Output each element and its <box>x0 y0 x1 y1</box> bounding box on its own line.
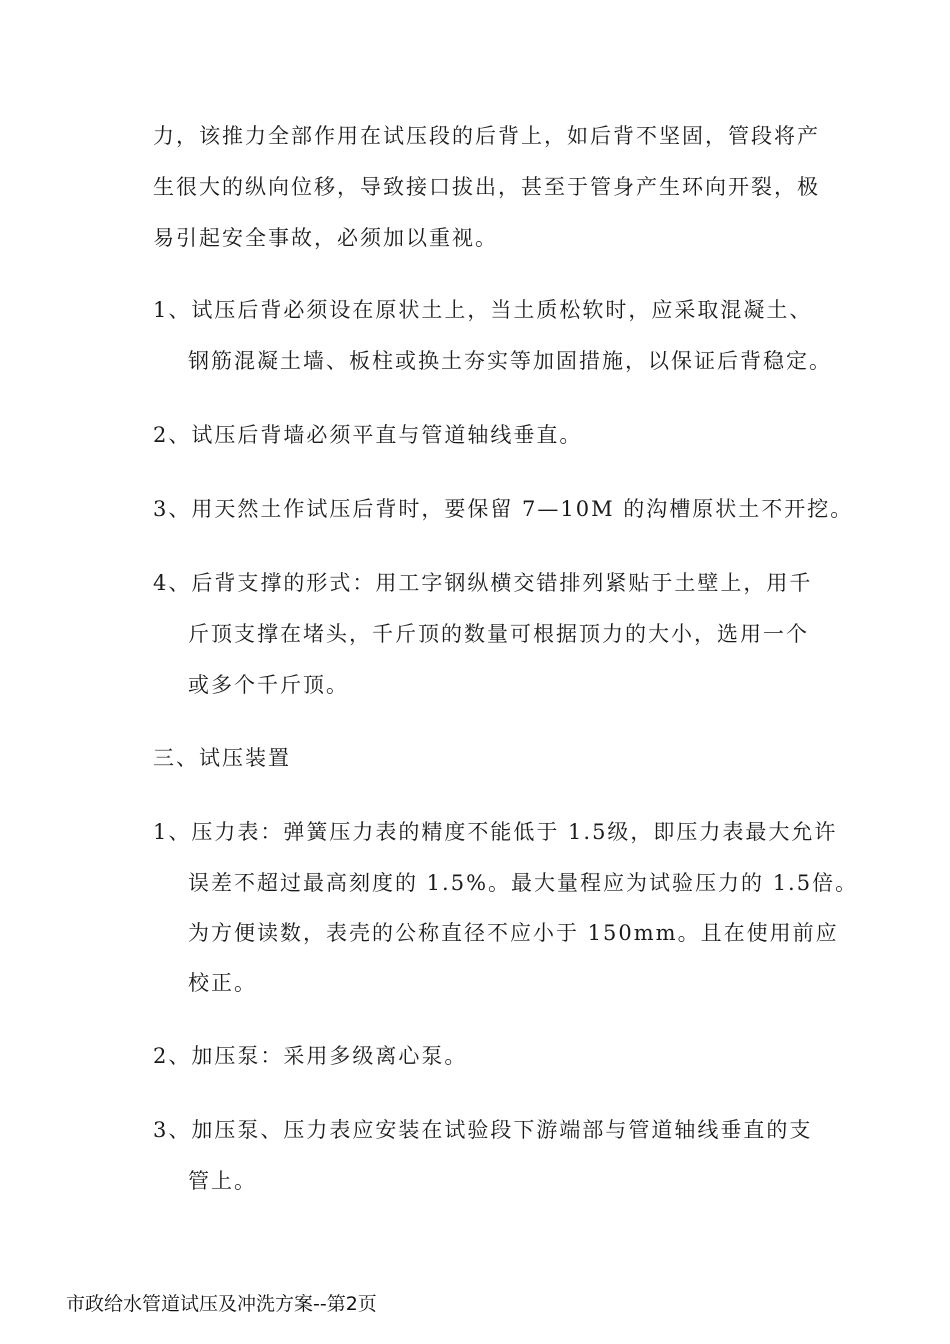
list-item-line: 或多个千斤顶。 <box>188 673 349 697</box>
paragraph-line: 力，该推力全部作用在试压段的后背上，如后背不坚固，管段将产 <box>153 124 820 148</box>
list-item-line: 3、用天然土作试压后背时，要保留 7—10M 的沟槽原状土不开挖。 <box>153 497 854 521</box>
list-item-line: 2、加压泵：采用多级离心泵。 <box>153 1044 468 1068</box>
list-item-line: 2、试压后背墙必须平直与管道轴线垂直。 <box>153 423 583 447</box>
list-item-line: 钢筋混凝土墙、板柱或换土夯实等加固措施，以保证后背稳定。 <box>188 349 832 373</box>
list-item-line: 4、后背支撑的形式：用工字钢纵横交错排列紧贴于土壁上，用千 <box>153 571 813 595</box>
section-heading: 三、试压装置 <box>153 746 291 770</box>
list-item-line: 校正。 <box>188 971 257 995</box>
list-item-line: 1、压力表：弹簧压力表的精度不能低于 1.5级，即压力表最大允许 <box>153 820 838 844</box>
paragraph-line: 易引起安全事故，必须加以重视。 <box>153 226 498 250</box>
list-item-line: 管上。 <box>188 1169 257 1193</box>
paragraph-line: 生很大的纵向位移，导致接口拔出，甚至于管身产生环向开裂，极 <box>153 175 820 199</box>
page-footer: 市政给水管道试压及冲洗方案--第2页 <box>66 1293 377 1315</box>
list-item-line: 3、加压泵、压力表应安装在试验段下游端部与管道轴线垂直的支 <box>153 1118 813 1142</box>
list-item-line: 为方便读数，表壳的公称直径不应小于 150mm。且在使用前应 <box>188 921 839 945</box>
list-item-line: 误差不超过最高刻度的 1.5%。最大量程应为试验压力的 1.5倍。 <box>188 871 859 895</box>
list-item-line: 斤顶支撑在堵头，千斤顶的数量可根据顶力的大小，选用一个 <box>188 622 809 646</box>
list-item-line: 1、试压后背必须设在原状土上，当土质松软时，应采取混凝土、 <box>153 298 813 322</box>
